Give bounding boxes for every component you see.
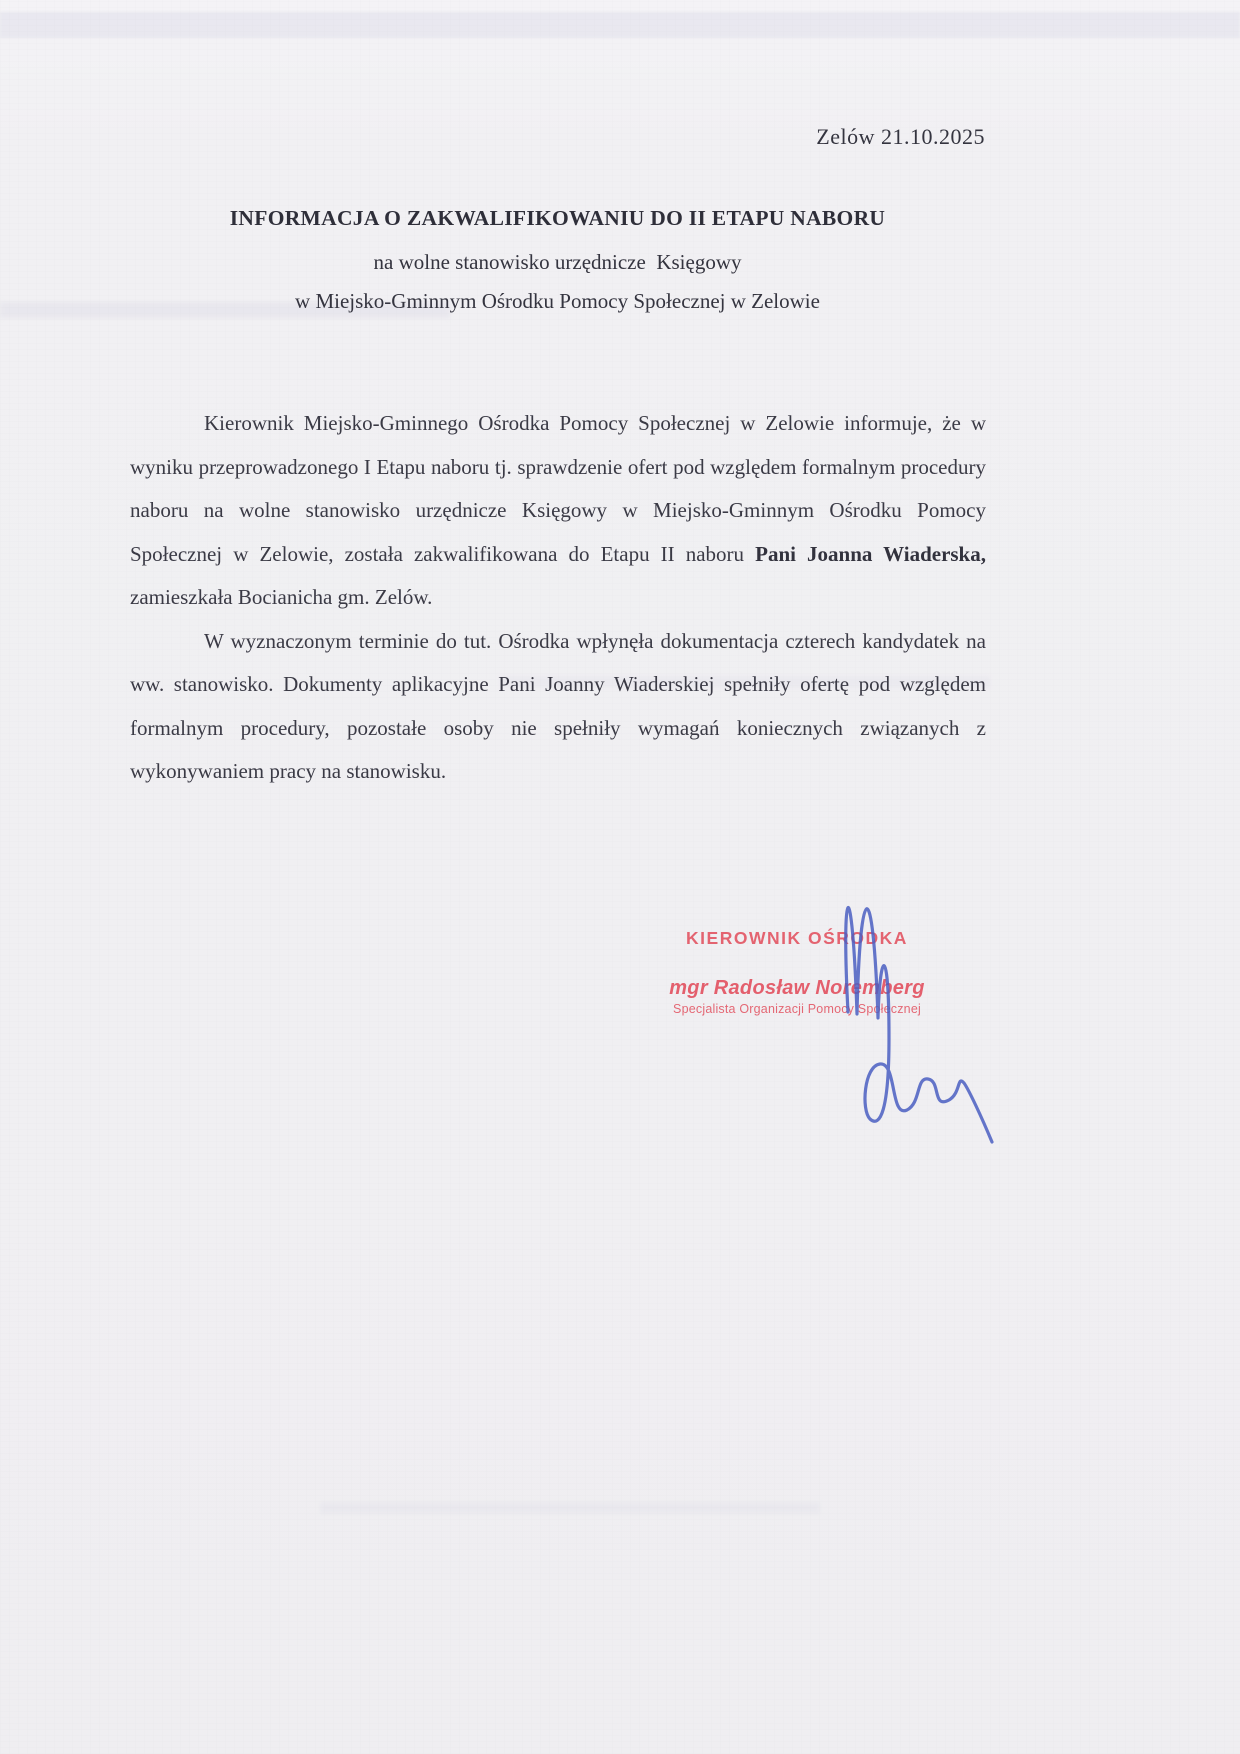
letter-body <box>130 402 986 794</box>
paragraph-qualification <box>130 402 986 620</box>
letter-subtitle-position: na wolne stanowisko urzędnicze Księgowy <box>373 250 742 274</box>
stamp-title: KIEROWNIK OŚRODKA <box>686 928 908 948</box>
letter-subtitle-institution: w Miejsko-Gminnym Ośrodku Pomocy Społecznej w Zelowie <box>295 289 820 313</box>
official-stamp <box>652 928 942 1016</box>
scan-artifact <box>0 12 1240 38</box>
letter-date: Zelów 21.10.2025 <box>816 124 985 149</box>
scan-artifact <box>320 1502 820 1514</box>
paragraph-text: zamieszkała Bocianicha gm. Zelów. <box>130 585 433 609</box>
candidate-name-bold: Pani Joanna Wiaderska, <box>755 541 986 566</box>
paragraph-text: Kierownik Miejsko-Gminnego Ośrodka Pomocy Społecznej w Zelowie informuje, że w wyniku przeprowadzonego I Etapu naboru tj. sprawdzenie ofert pod względem formalnym procedury naboru na wolne stanowisko urzędnicze Księgowy w Miejsko-Gminnym Ośrodku Pomocy Społecznej w Zelowie, została zakwalifikowana do Etapu II naboru <box>130 411 986 566</box>
paragraph-applications: W wyznaczonym terminie do tut. Ośrodka wpłynęła dokumentacja czterech kandydatek na ww. stanowisko. Dokumenty aplikacyjne Pani Joanny Wiaderskiej spełniły ofertę pod względem formalnym procedury, pozostałe osoby nie spełniły wymagań koniecznych związanych z wykonywaniem pracy na stanowisku. <box>130 628 986 783</box>
stamp-name: mgr Radosław Noremberg <box>669 977 925 999</box>
letter-title: INFORMACJA O ZAKWALIFIKOWANIU DO II ETAPU NABORU <box>229 206 886 230</box>
stamp-role: Specjalista Organizacji Pomocy Społecznej <box>673 1002 921 1016</box>
